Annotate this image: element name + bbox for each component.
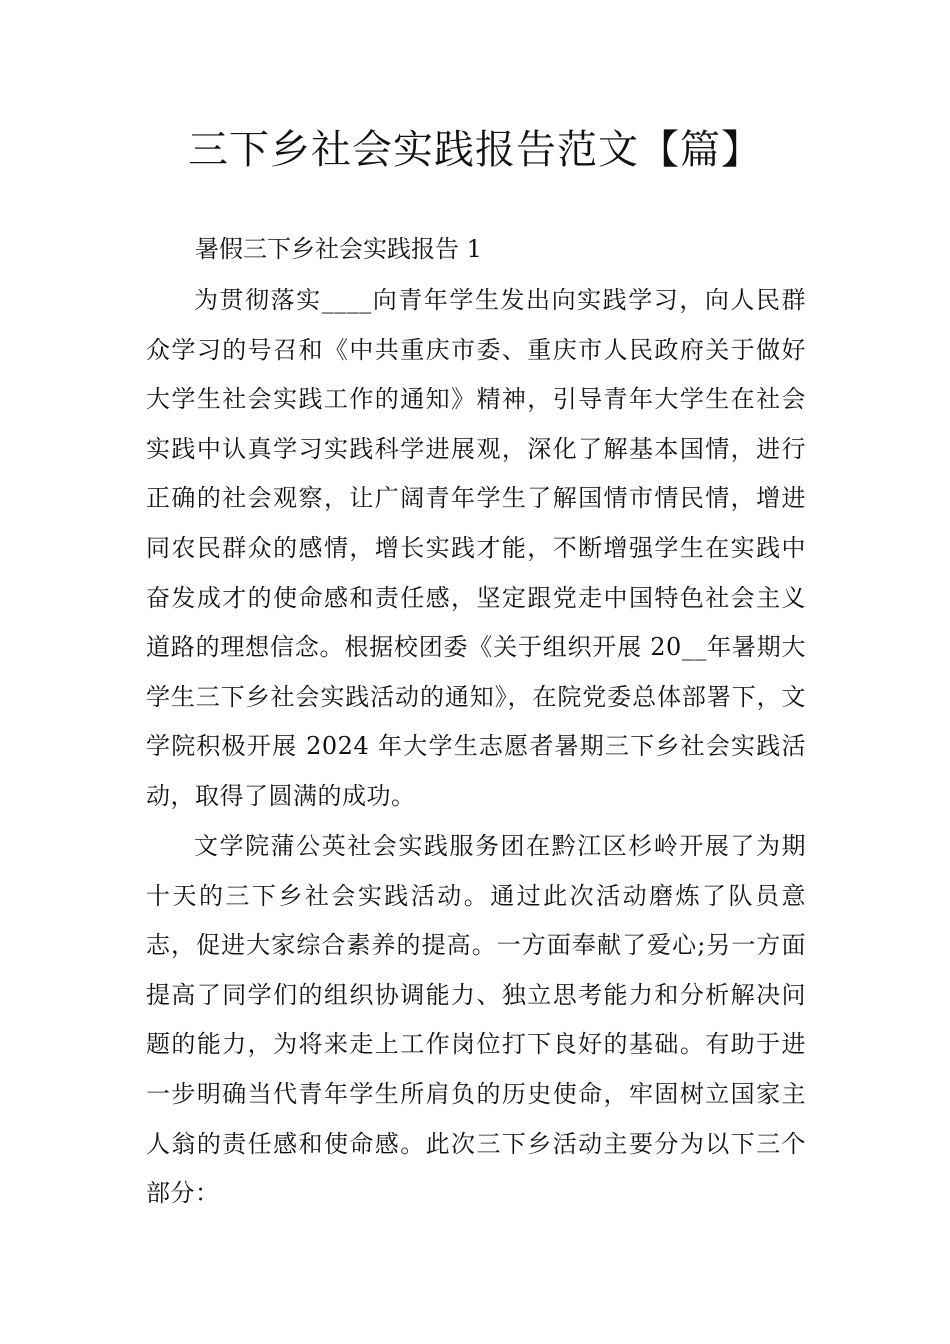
section-heading: 暑假三下乡社会实践报告 1	[195, 235, 482, 263]
paragraph-2: 文学院蒲公英社会实践服务团在黔江区杉岭开展了为期十天的三下乡社会实践活动。通过此次活动磨炼了队员意志，促进大家综合素养的提高。一方面奉献了爱心;另一方面提高了同学们的组织协调能力、独立思考能力和分析解决问题的能力，为将来走上工作岗位打下良好的基础。有助于进一步明确当代青年学生所肩负的历史使命，牢固树立国家主人翁的责任感和使命感。此次三下乡活动主要分为以下三个部分：	[146, 832, 806, 1208]
page-title: 三下乡社会实践报告范文【篇】	[188, 127, 762, 173]
paragraph-1: 为贯彻落实____向青年学生发出向实践学习，向人民群众学习的号召和《中共重庆市委、重庆市人民政府关于做好大学生社会实践工作的通知》精神，引导青年大学生在社会实践中认真学习实践科学进展观，深化了解基本国情，进行正确的社会观察，让广阔青年学生了解国情市情民情，增进同农民群众的感情，增长实践才能，不断增强学生在实践中奋发成才的使命感和责任感，坚定跟党走中国特色社会主义道路的理想信念。根据校团委《关于组织开展 20__年暑期大学生三下乡社会实践活动的通知》，在院党委总体部署下，文学院积极开展 2024 年大学生志愿者暑期三下乡社会实践活动，取得了圆满的成功。	[146, 286, 806, 810]
